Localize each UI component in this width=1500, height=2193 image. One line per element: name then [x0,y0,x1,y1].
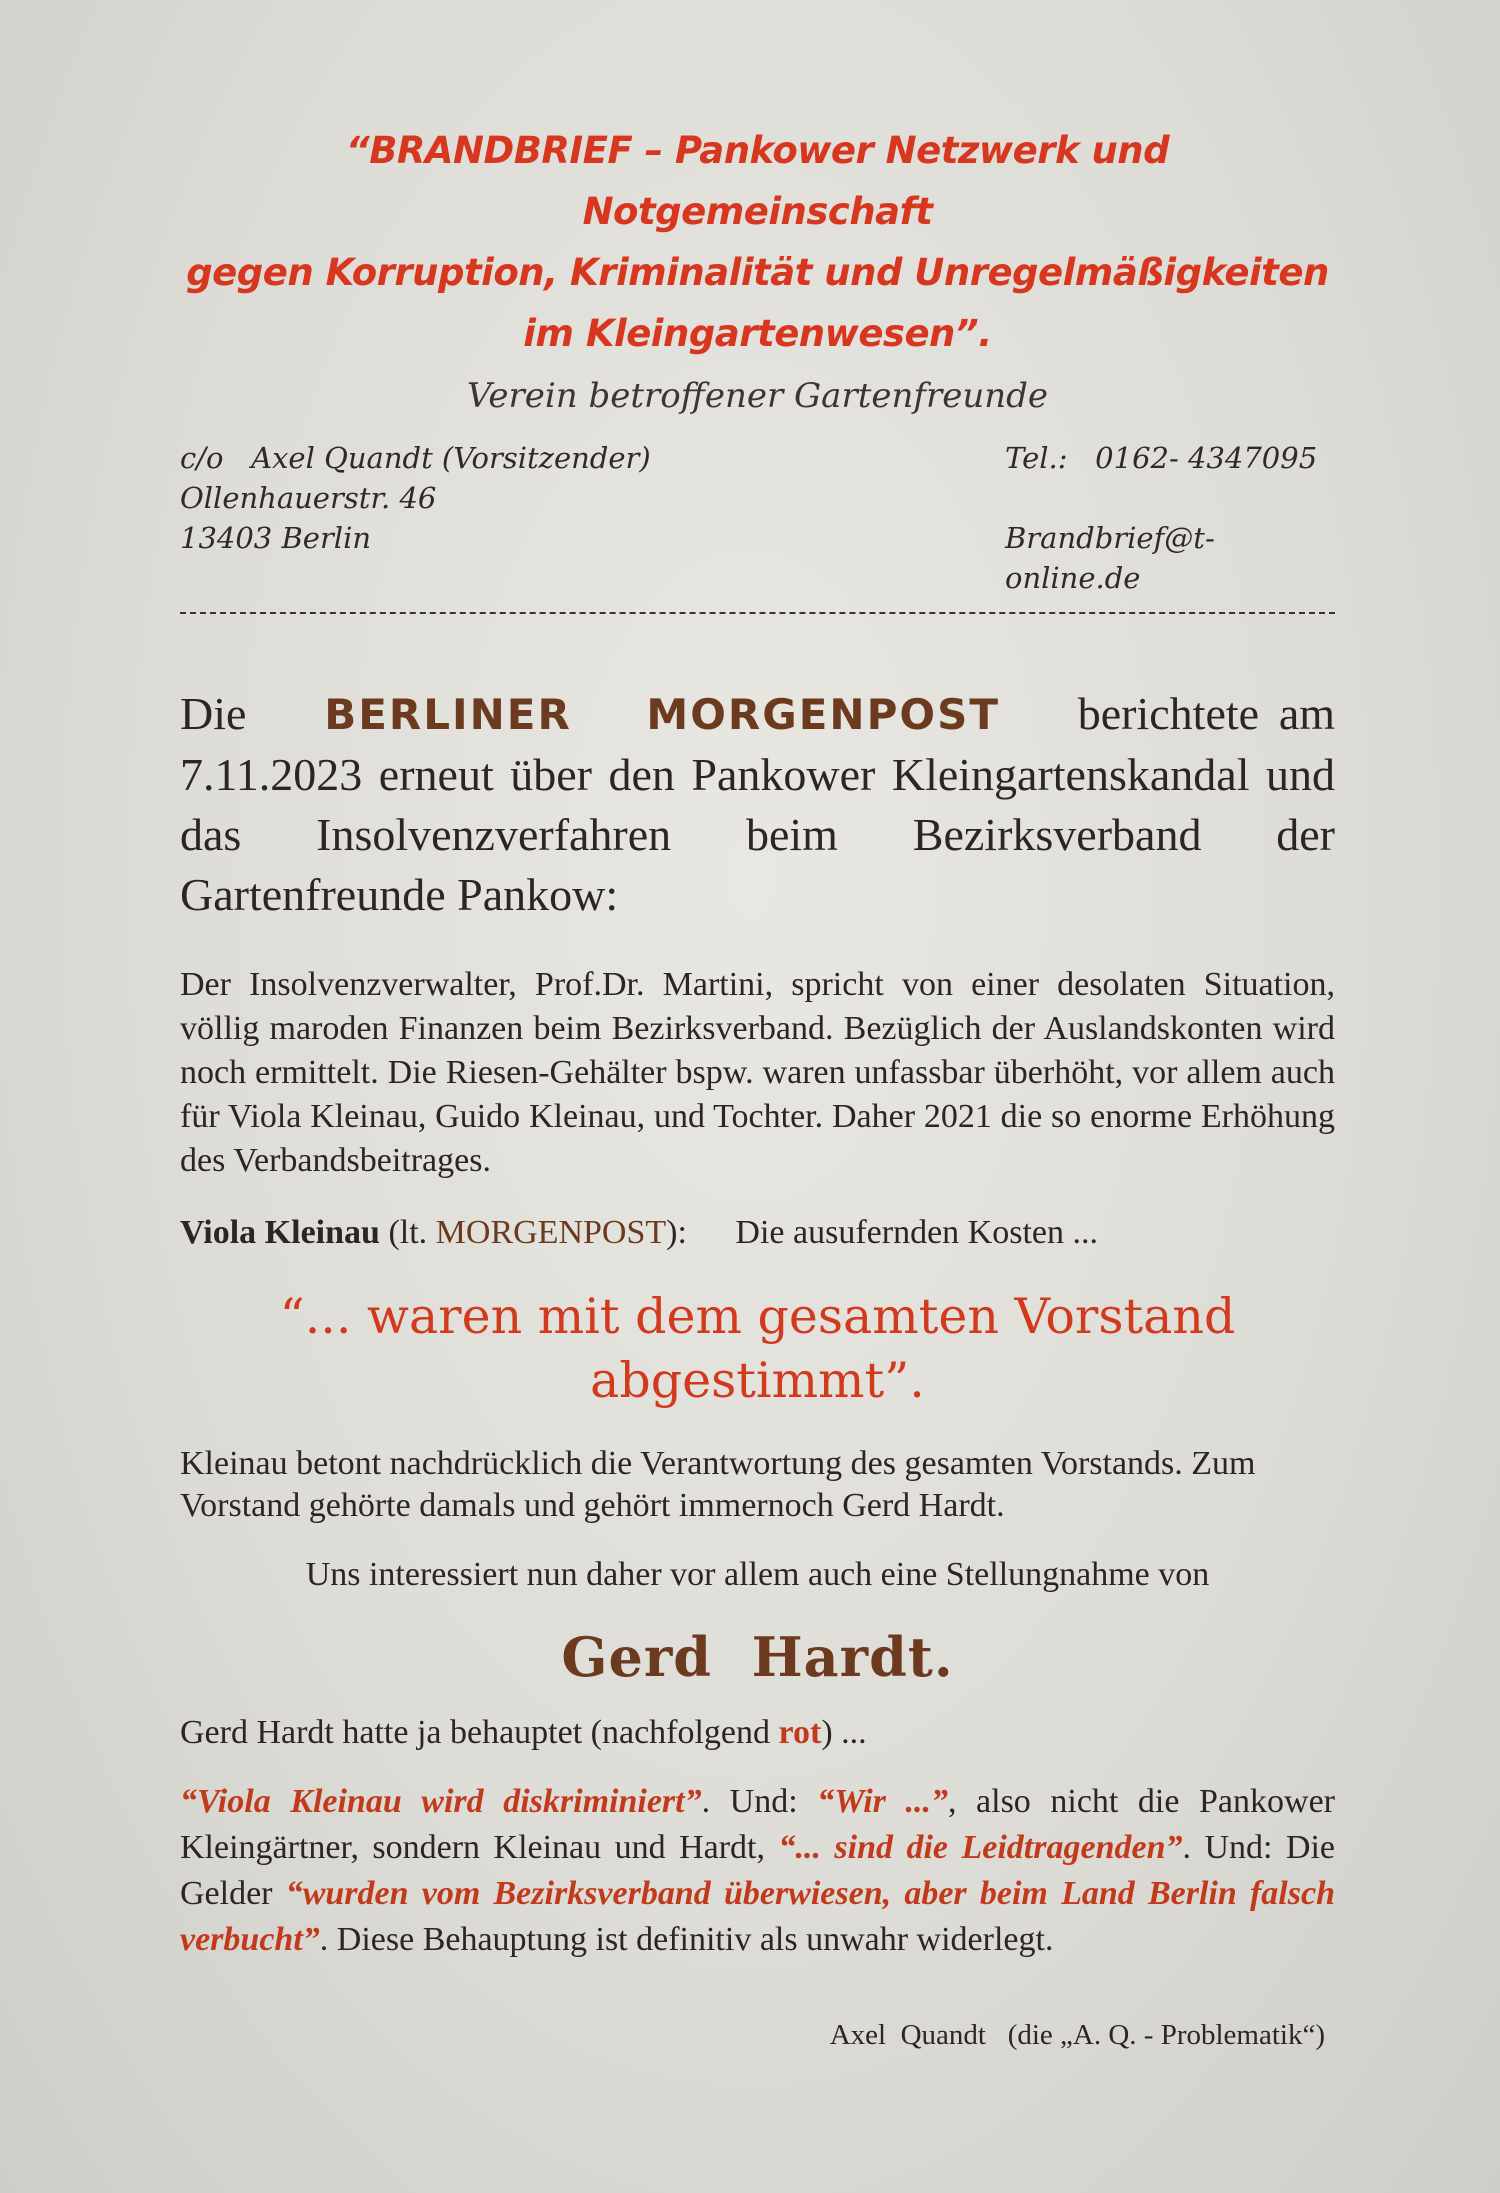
postal-address [180,438,651,598]
gerd-hardt-heading: Gerd Hardt. [561,1625,954,1689]
pull-quote [180,1285,1335,1413]
viola-text: Die ausufernden Kosten ... [735,1214,1098,1251]
viola-statement [180,1211,1335,1255]
header-title-line-1: “BRANDBRIEF – Pankower Netzwerk und Notgemeinschaft [345,129,1170,233]
viola-close: ): [666,1214,687,1251]
claim-text-1: . Und: [701,1783,818,1820]
claim-quote-1: “Viola Kleinau wird diskriminiert” [180,1783,702,1820]
insolvency-paragraph: Der Insolvenzverwalter, Prof.Dr. Martini, spricht von einer desolaten Situation, völlig maroden Finanzen beim Bezirksverband. Bezüglich der Auslandskonten wird noch ermittelt. Die Riesen-Gehälter bspw. waren unfassbar überhöht, vor allem auch für Viola Kleinau, Guido Kleinau, und Tochter. Daher 2021 die so enorme Erhöhung des Verbandsbeitrages. [180,966,1335,1179]
viola-open: (lt. [379,1214,436,1251]
signature: Axel Quandt (die „A. Q. - Problematik“) [829,2019,1325,2051]
email-address: Brandbrief@t-online.de [1005,521,1215,595]
claim-quote-3: “... sind die Leidtragenden” [778,1829,1183,1866]
contact-info [1005,438,1335,598]
claim-text-4: . Diese Behauptung ist definitiv als unwahr widerlegt. [319,1921,1054,1958]
address-line-1: c/o Axel Quandt (Vorsitzender) [180,441,651,475]
claim-pre: Gerd Hardt hatte ja behauptet (nachfolgend [180,1714,779,1751]
claims-paragraph [180,1779,1335,1963]
address-line-3: 13403 Berlin [180,521,372,555]
quote-line-1: “... waren mit dem gesamten Vorstand [279,1288,1236,1345]
claim-quote-4: “wurden vom Bezirksverband überwiesen, aber beim Land Berlin falsch verbucht” [180,1875,1335,1958]
address-line-2: Ollenhauerstr. 46 [180,481,437,515]
dashed-divider [180,612,1335,614]
lead-post: berichtete am 7.11.2023 erneut über den Pankower Kleingartenskandal und das Insolvenzverfahren beim Bezirksverband der Gartenfreunde Pankow: [180,688,1336,920]
header-title-line-3: im Kleingartenwesen”. [523,312,992,355]
viola-name: Viola Kleinau [180,1214,380,1251]
claim-text-3: . Und: Die Gelder [180,1829,1336,1912]
claim-intro [180,1711,1335,1755]
claim-post: ) ... [821,1714,867,1751]
interest-line: Uns interessiert nun daher vor allem auch eine Stellungnahme von [305,1556,1210,1593]
letter-header [180,120,1335,416]
responsibility-paragraph: Kleinau betont nachdrücklich die Verantwortung des gesamten Vorstands. Zum Vorstand gehörte damals und gehört immernoch Gerd Hardt. [180,1445,1256,1524]
claim-text-2: , also nicht die Pankower Kleingärtner, sondern Kleinau und Hardt, [180,1783,1335,1866]
address-block [180,438,1335,598]
letter-sheet [180,120,1335,2052]
viola-source: MORGENPOST [435,1214,667,1251]
claim-rot: rot [778,1714,822,1751]
quote-line-2: abgestimmt”. [590,1352,925,1409]
claim-quote-2: “Wir ...” [817,1783,948,1820]
lead-paragraph [180,684,1335,925]
spacer-line [1005,478,1335,518]
header-title-line-2: gegen Korruption, Kriminalität und Unregelmäßigkeiten [186,251,1329,294]
header-subtitle: Verein betroffener Gartenfreunde [466,376,1049,416]
newspaper-name: BERLINER MORGENPOST [324,690,1000,739]
lead-pre: Die [180,688,247,739]
phone-number: Tel.: 0162- 4347095 [1005,441,1318,475]
